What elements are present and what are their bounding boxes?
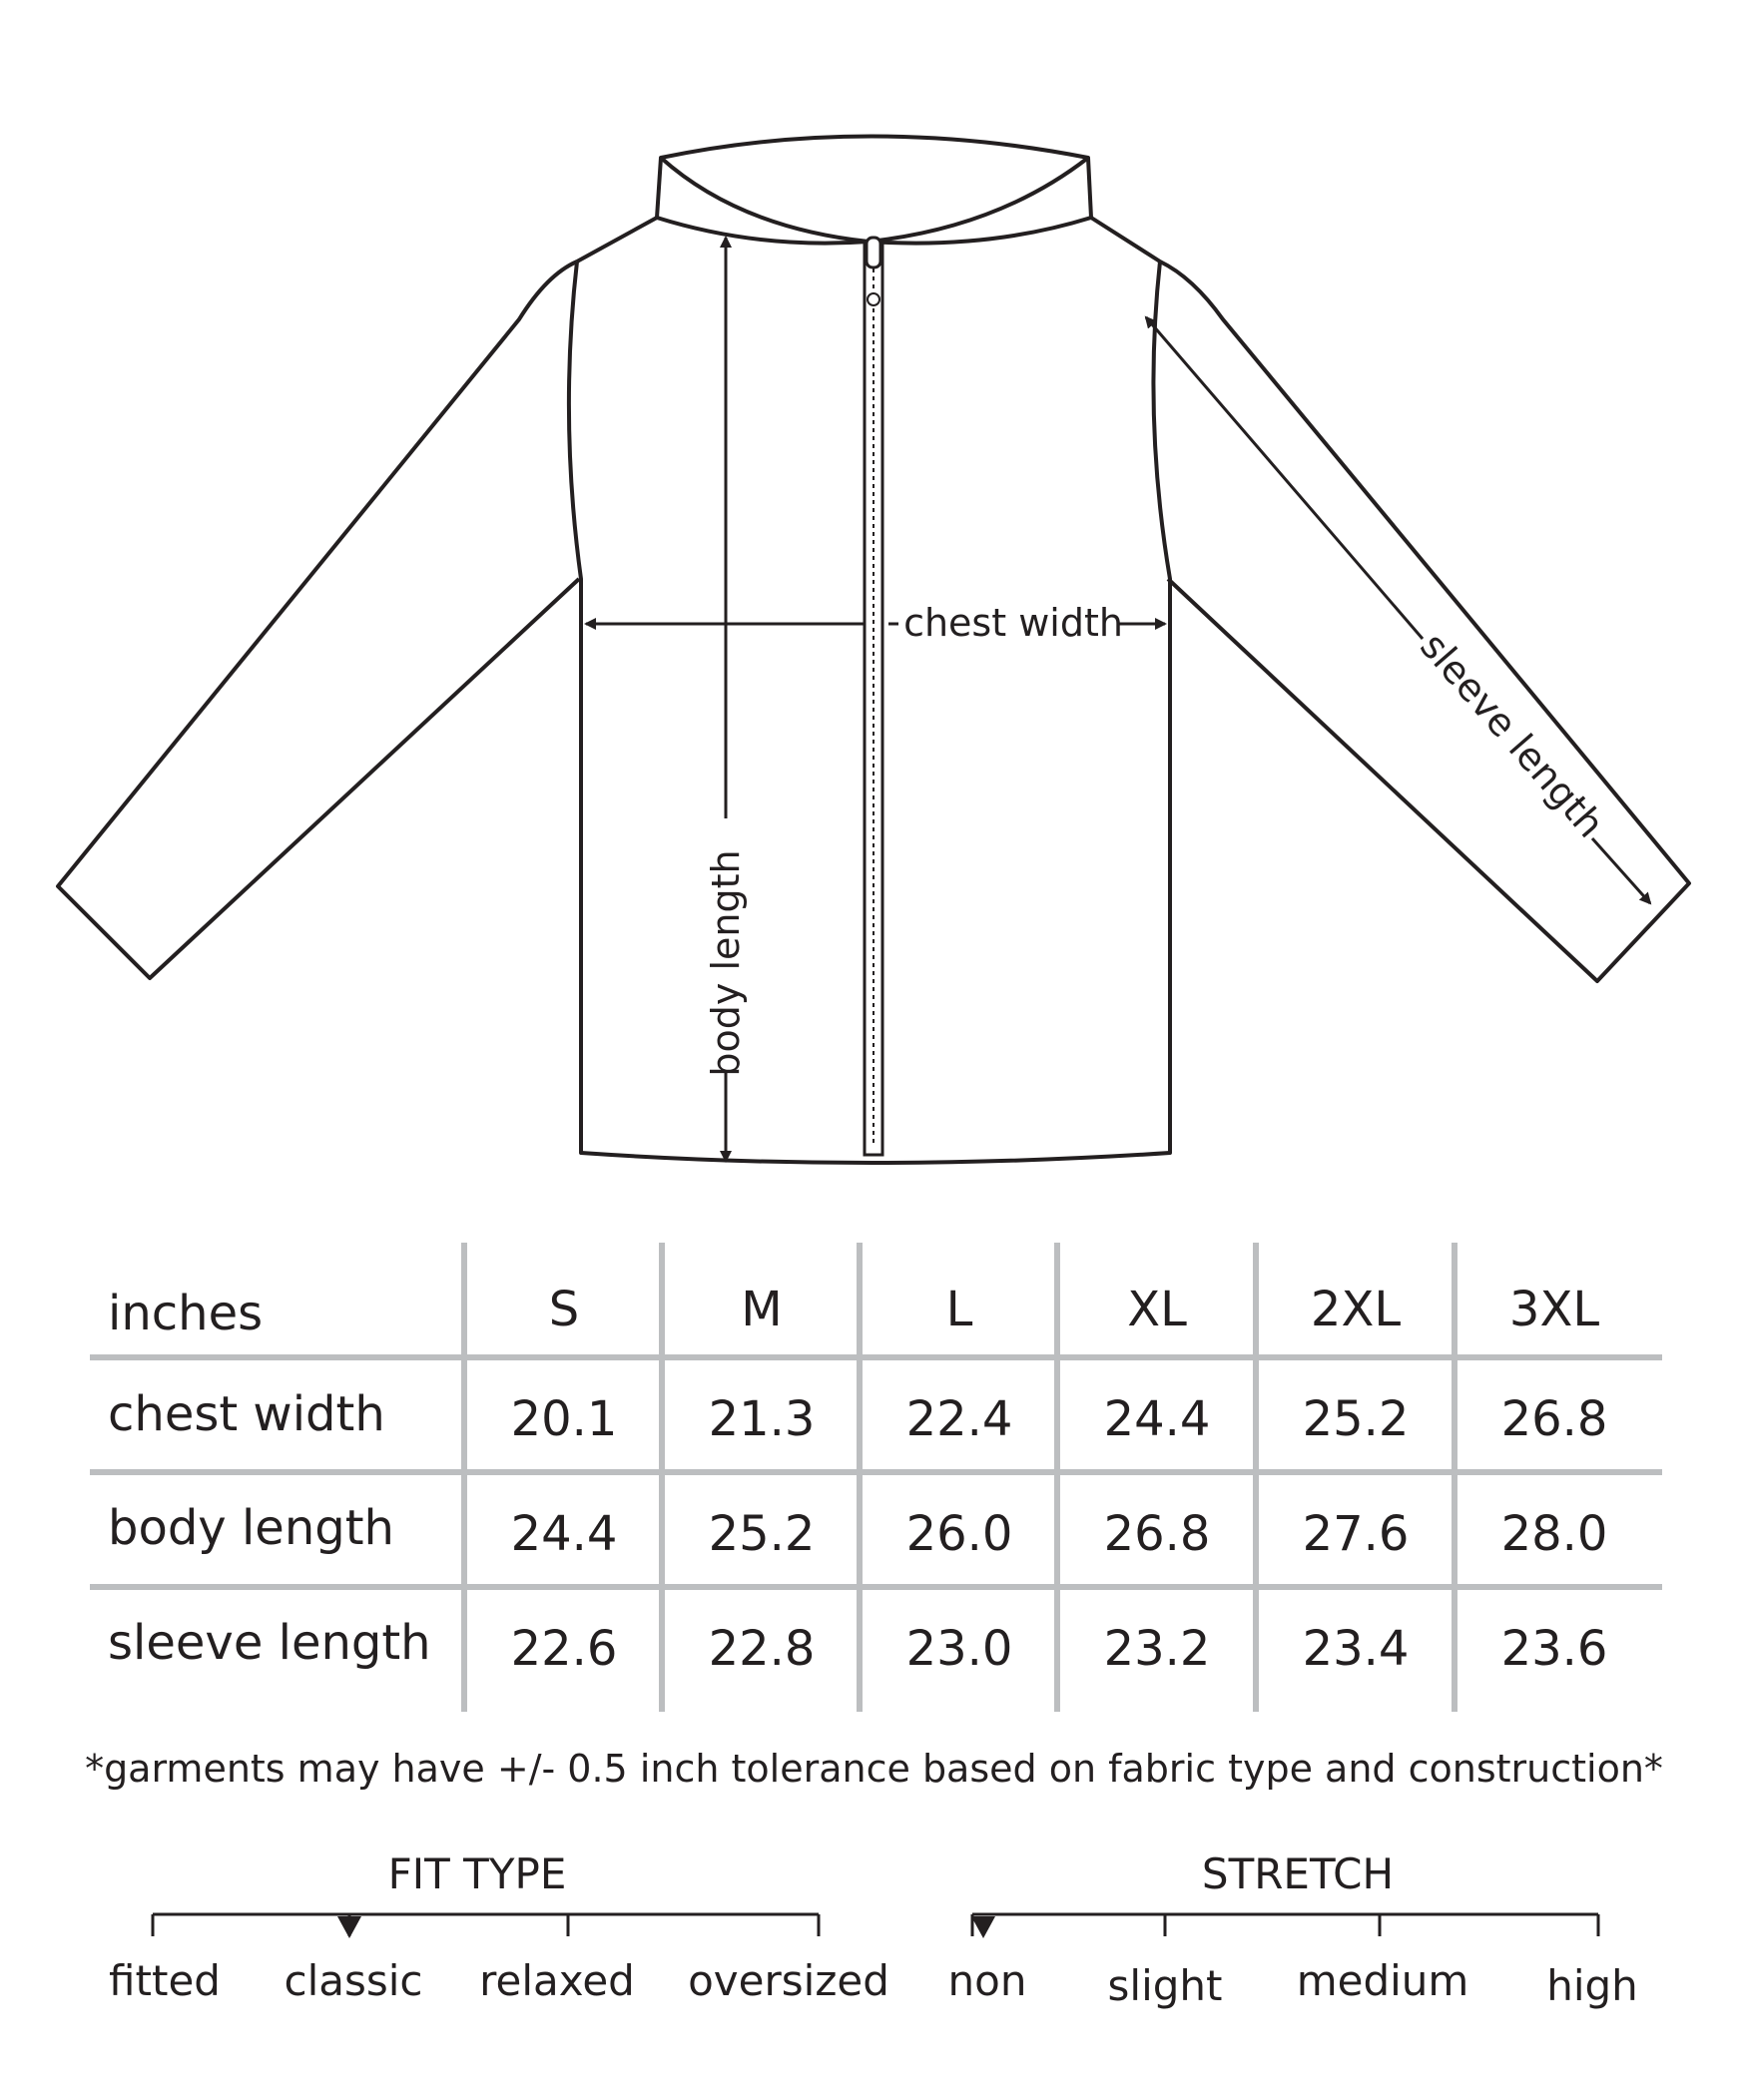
unit-header: inches xyxy=(108,1286,264,1341)
table-rule xyxy=(90,1584,1662,1590)
stretch-option-non: non xyxy=(947,1956,1027,2005)
table-cell: 27.6 xyxy=(1302,1506,1410,1562)
table-cell: 23.6 xyxy=(1500,1621,1608,1677)
row-label-sleeve-length: sleeve length xyxy=(108,1615,431,1671)
zipper xyxy=(865,238,882,1155)
fit-option-relaxed: relaxed xyxy=(479,1956,635,2005)
size-header: L xyxy=(945,1282,973,1337)
fit-type-scale xyxy=(153,1914,819,1936)
size-header: 3XL xyxy=(1508,1282,1600,1337)
size-header: 2XL xyxy=(1310,1282,1402,1337)
stretch-option-high: high xyxy=(1546,1961,1638,2010)
size-chart-table xyxy=(90,1243,1662,1712)
size-header: S xyxy=(548,1282,580,1337)
table-cell: 23.0 xyxy=(905,1621,1013,1677)
fit-option-fitted: fitted xyxy=(109,1956,221,2005)
chest-width-label: chest width xyxy=(903,601,1123,645)
size-header: M xyxy=(741,1282,783,1337)
table-rule xyxy=(90,1469,1662,1475)
table-cell: 26.8 xyxy=(1103,1506,1211,1562)
table-cell: 24.4 xyxy=(1103,1391,1211,1447)
table-rule xyxy=(90,1354,1662,1360)
table-cell: 22.6 xyxy=(510,1621,618,1677)
table-cell: 21.3 xyxy=(708,1391,816,1447)
stretch-marker xyxy=(971,1916,995,1938)
fit-option-classic: classic xyxy=(284,1956,423,2005)
table-cell: 25.2 xyxy=(708,1506,816,1562)
table-cell: 23.4 xyxy=(1302,1621,1410,1677)
tolerance-note: *garments may have +/- 0.5 inch tolerance based on fabric type and construction* xyxy=(85,1747,1663,1791)
sleeve-length-label: sleeve length xyxy=(1412,624,1613,846)
table-cell: 23.2 xyxy=(1103,1621,1211,1677)
row-label-chest-width: chest width xyxy=(108,1386,385,1442)
fit-option-oversized: oversized xyxy=(688,1956,889,2005)
table-cell: 26.0 xyxy=(905,1506,1013,1562)
size-header: XL xyxy=(1127,1282,1187,1337)
stretch-option-medium: medium xyxy=(1296,1956,1469,2005)
table-cell: 22.4 xyxy=(905,1391,1013,1447)
fit-type-title: FIT TYPE xyxy=(387,1849,567,1898)
stretch-option-slight: slight xyxy=(1107,1961,1223,2010)
row-label-body-length: body length xyxy=(108,1500,394,1556)
body-length-label: body length xyxy=(704,849,748,1077)
stretch-title: STRETCH xyxy=(1201,1849,1395,1898)
table-cell: 20.1 xyxy=(510,1391,618,1447)
table-cell: 28.0 xyxy=(1500,1506,1608,1562)
table-cell: 26.8 xyxy=(1500,1391,1608,1447)
table-cell: 22.8 xyxy=(708,1621,816,1677)
table-cell: 24.4 xyxy=(510,1506,618,1562)
fit-type-marker xyxy=(337,1916,361,1938)
table-cell: 25.2 xyxy=(1302,1391,1410,1447)
scales xyxy=(0,1896,1748,1956)
stretch-scale xyxy=(972,1914,1598,1936)
